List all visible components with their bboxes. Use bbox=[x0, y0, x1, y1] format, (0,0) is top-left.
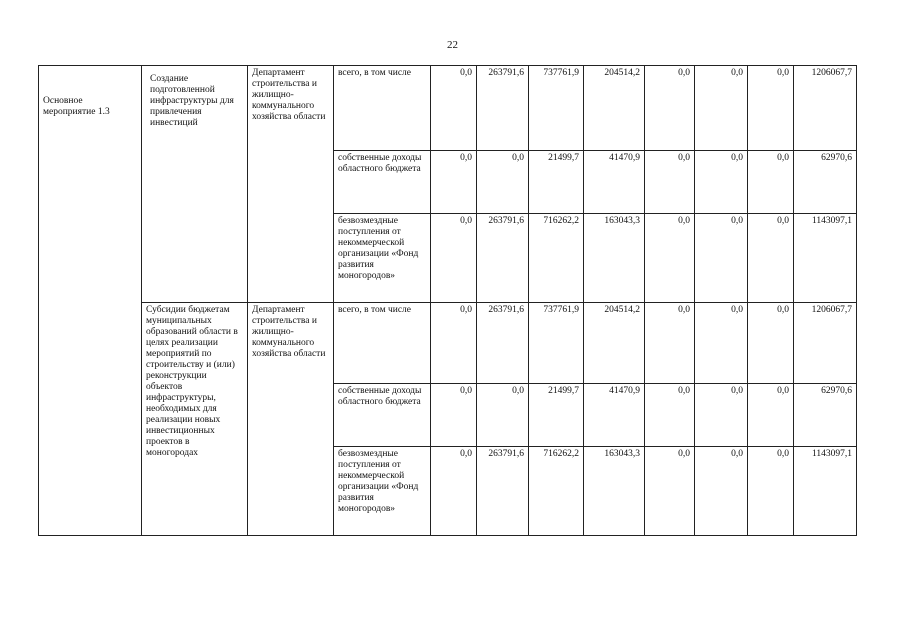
value-cell: 204514,2 bbox=[584, 66, 645, 151]
value-cell: 1143097,1 bbox=[794, 447, 857, 536]
project-name: Создание подготовленной инфраструктуры для привлечения инвестиций bbox=[142, 66, 248, 303]
value-cell: 0,0 bbox=[748, 303, 794, 384]
value-cell: 0,0 bbox=[431, 303, 477, 384]
value-cell: 0,0 bbox=[431, 447, 477, 536]
value-cell: 0,0 bbox=[477, 151, 529, 214]
value-cell: 0,0 bbox=[748, 151, 794, 214]
executor-name: Департамент строительства и жилищно-коммунального хозяйства области bbox=[248, 66, 334, 303]
value-cell: 0,0 bbox=[431, 66, 477, 151]
table-row bbox=[39, 66, 857, 151]
page-number: 22 bbox=[447, 39, 458, 51]
value-cell: 0,0 bbox=[431, 384, 477, 447]
value-cell: 0,0 bbox=[748, 447, 794, 536]
source-label: всего, в том числе bbox=[334, 303, 431, 384]
value-cell: 716262,2 bbox=[529, 214, 584, 303]
value-cell: 0,0 bbox=[695, 66, 748, 151]
value-cell: 62970,6 bbox=[794, 384, 857, 447]
value-cell: 737761,9 bbox=[529, 303, 584, 384]
value-cell: 0,0 bbox=[748, 66, 794, 151]
value-cell: 263791,6 bbox=[477, 66, 529, 151]
value-cell: 263791,6 bbox=[477, 303, 529, 384]
value-cell: 0,0 bbox=[645, 447, 695, 536]
value-cell: 0,0 bbox=[695, 214, 748, 303]
value-cell: 21499,7 bbox=[529, 384, 584, 447]
value-cell: 0,0 bbox=[748, 384, 794, 447]
budget-table bbox=[38, 65, 857, 536]
value-cell: 263791,6 bbox=[477, 447, 529, 536]
value-cell: 737761,9 bbox=[529, 66, 584, 151]
value-cell: 204514,2 bbox=[584, 303, 645, 384]
measure-label: Основное мероприятие 1.3 bbox=[39, 66, 142, 536]
value-cell: 41470,9 bbox=[584, 384, 645, 447]
source-label: безвозмездные поступления от некоммерческой организации «Фонд развития моногородов» bbox=[334, 447, 431, 536]
value-cell: 263791,6 bbox=[477, 214, 529, 303]
source-label: собственные доходы областного бюджета bbox=[334, 151, 431, 214]
value-cell: 163043,3 bbox=[584, 447, 645, 536]
source-label: безвозмездные поступления от некоммерческой организации «Фонд развития моногородов» bbox=[334, 214, 431, 303]
value-cell: 0,0 bbox=[695, 384, 748, 447]
source-label: собственные доходы областного бюджета bbox=[334, 384, 431, 447]
value-cell: 0,0 bbox=[645, 151, 695, 214]
value-cell: 21499,7 bbox=[529, 151, 584, 214]
value-cell: 0,0 bbox=[645, 214, 695, 303]
table-row bbox=[39, 303, 857, 384]
value-cell: 0,0 bbox=[431, 214, 477, 303]
value-cell: 0,0 bbox=[645, 384, 695, 447]
project-name: Субсидии бюджетам муниципальных образований области в целях реализации мероприятий по строительству и (или) реконструкции объектов инфраструктуры, необходимых для реализации новых инвестиционных проектов в моногородах bbox=[142, 303, 248, 536]
value-cell: 0,0 bbox=[695, 303, 748, 384]
value-cell: 0,0 bbox=[695, 447, 748, 536]
executor-name: Департамент строительства и жилищно-коммунального хозяйства области bbox=[248, 303, 334, 536]
value-cell: 1206067,7 bbox=[794, 66, 857, 151]
value-cell: 0,0 bbox=[431, 151, 477, 214]
value-cell: 163043,3 bbox=[584, 214, 645, 303]
value-cell: 0,0 bbox=[477, 384, 529, 447]
value-cell: 0,0 bbox=[748, 214, 794, 303]
value-cell: 0,0 bbox=[695, 151, 748, 214]
source-label: всего, в том числе bbox=[334, 66, 431, 151]
value-cell: 1143097,1 bbox=[794, 214, 857, 303]
value-cell: 0,0 bbox=[645, 66, 695, 151]
value-cell: 1206067,7 bbox=[794, 303, 857, 384]
value-cell: 716262,2 bbox=[529, 447, 584, 536]
value-cell: 41470,9 bbox=[584, 151, 645, 214]
value-cell: 62970,6 bbox=[794, 151, 857, 214]
value-cell: 0,0 bbox=[645, 303, 695, 384]
